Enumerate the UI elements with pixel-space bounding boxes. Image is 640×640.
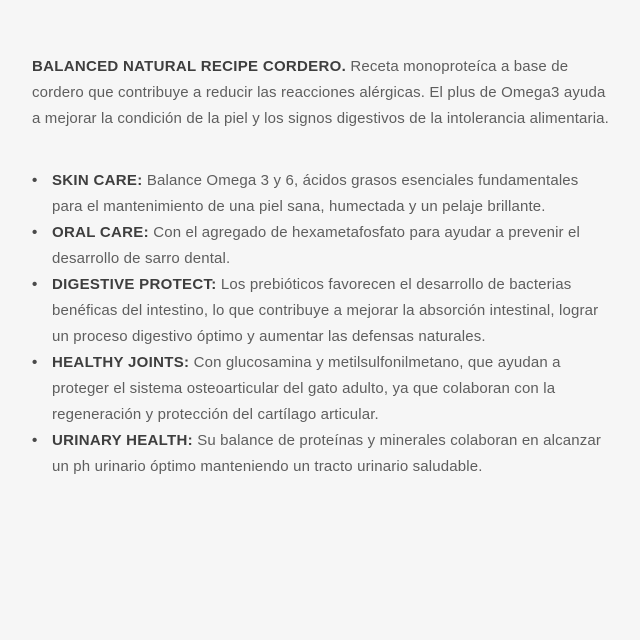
product-description [32, 54, 612, 480]
bullet-icon: • [32, 432, 38, 449]
benefit-text: Su balance de proteínas y minerales colaboran en alcanzar un ph urinario óptimo manteniendo un tracto urinario saludable. [52, 432, 602, 475]
bullet-icon: • [32, 276, 38, 293]
benefit-title: HEALTHY JOINTS: [52, 354, 190, 371]
benefit-title: SKIN CARE: [52, 172, 143, 189]
benefit-text: Con glucosamina y metilsulfonilmetano, que ayudan a proteger el sistema osteoarticular del gato adulto, ya que colaboran con la regeneración y protección del cartílago articular. [52, 354, 561, 423]
benefit-item-urinary-health [32, 428, 612, 480]
benefit-title: ORAL CARE: [52, 224, 149, 241]
benefit-item-healthy-joints [32, 350, 612, 428]
benefit-text: Balance Omega 3 y 6, ácidos grasos esenciales fundamentales para el mantenimiento de una piel sana, humectada y un pelaje brillante. [52, 172, 579, 215]
bullet-icon: • [32, 224, 38, 241]
benefit-title: DIGESTIVE PROTECT: [52, 276, 217, 293]
benefit-item-digestive-protect [32, 272, 612, 350]
benefit-text: Con el agregado de hexametafosfato para ayudar a prevenir el desarrollo de sarro dental. [52, 224, 580, 267]
product-title: BALANCED NATURAL RECIPE CORDERO. [32, 58, 347, 75]
benefit-item-oral-care [32, 220, 612, 272]
intro-paragraph [32, 54, 612, 132]
benefits-list [32, 168, 612, 480]
bullet-icon: • [32, 354, 38, 371]
bullet-icon: • [32, 172, 38, 189]
benefit-item-skin-care [32, 168, 612, 220]
benefit-title: URINARY HEALTH: [52, 432, 193, 449]
intro-text: Receta monoproteíca a base de cordero que contribuye a reducir las reacciones alérgicas. El plus de Omega3 ayuda a mejorar la condición de la piel y los signos digestivos de la intolerancia alimentaria. [32, 58, 609, 127]
benefit-text: Los prebióticos favorecen el desarrollo de bacterias benéficas del intestino, lo que contribuye a mejorar la absorción intestinal, lograr un proceso digestivo óptimo y aumentar las defensas naturales. [52, 276, 599, 345]
